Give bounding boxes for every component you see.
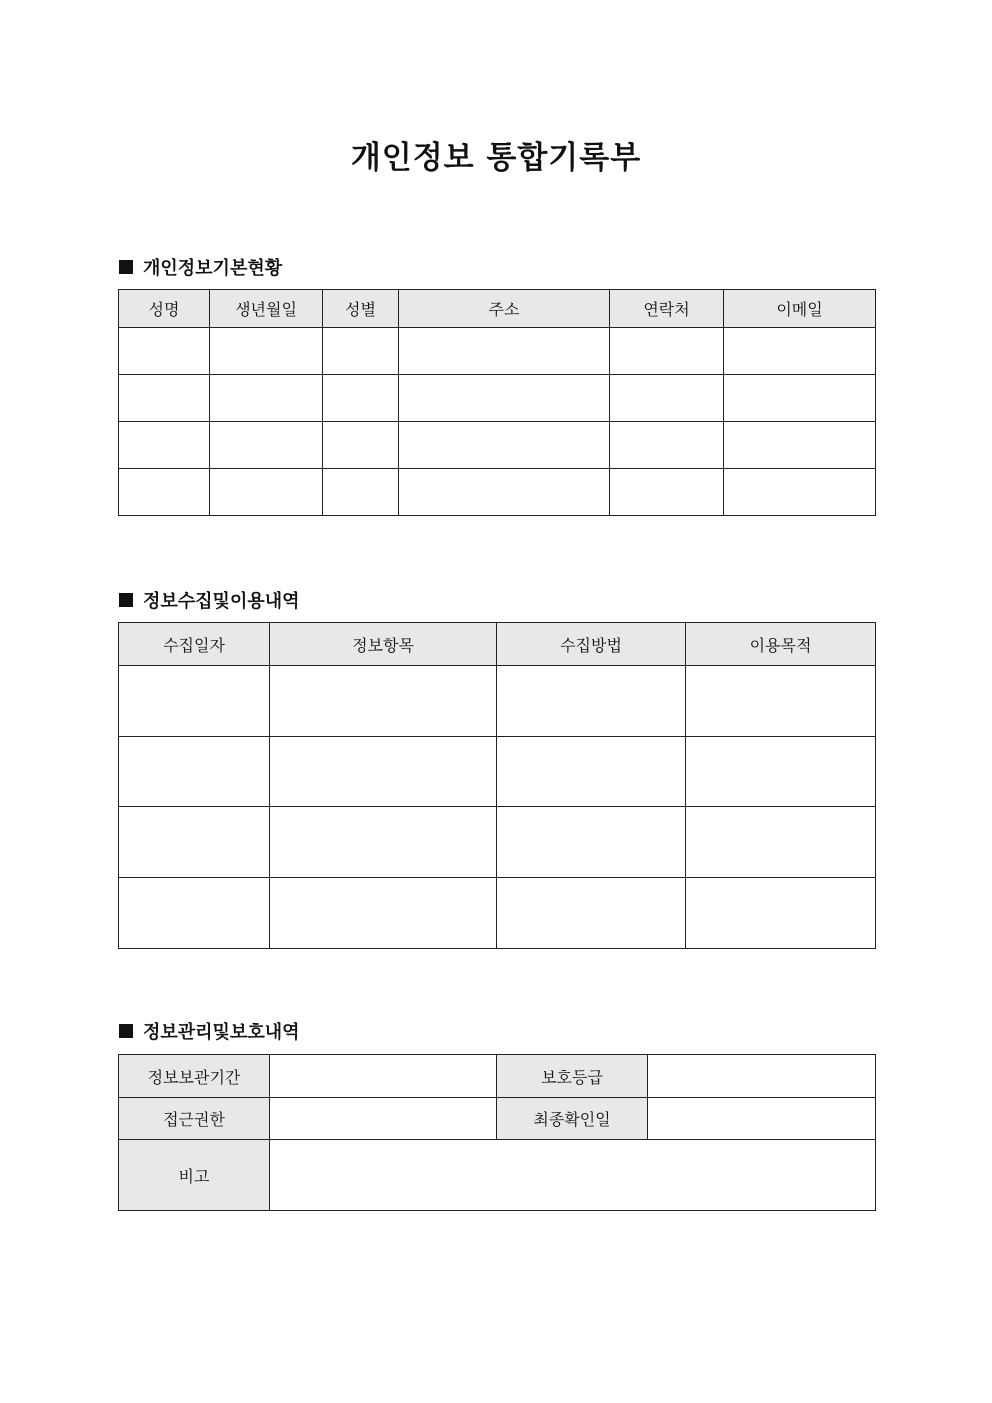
cell-gender[interactable] [323, 328, 399, 375]
black-square-icon [119, 593, 133, 607]
cell-collection-date[interactable] [119, 737, 270, 807]
personal-info-table [118, 289, 876, 516]
table-row [119, 1055, 876, 1098]
cell-info-items[interactable] [270, 878, 497, 949]
cell-name[interactable] [119, 375, 210, 422]
cell-birthdate[interactable] [210, 469, 323, 516]
cell-contact[interactable] [610, 375, 724, 422]
cell-birthdate[interactable] [210, 328, 323, 375]
cell-address[interactable] [399, 422, 610, 469]
cell-collection-date[interactable] [119, 666, 270, 737]
cell-collection-method[interactable] [497, 878, 686, 949]
cell-collection-method[interactable] [497, 807, 686, 878]
cell-email[interactable] [724, 375, 876, 422]
section1-title: 개인정보기본현황 [143, 258, 283, 279]
cell-name[interactable] [119, 328, 210, 375]
cell-usage-purpose[interactable] [686, 737, 876, 807]
cell-address[interactable] [399, 328, 610, 375]
table-row [119, 1140, 876, 1211]
table-row [119, 807, 876, 878]
cell-email[interactable] [724, 328, 876, 375]
section2-title: 정보수집및이용내역 [143, 591, 300, 612]
cell-contact[interactable] [610, 469, 724, 516]
header-info-items: 정보항목 [270, 623, 497, 666]
header-contact: 연락처 [610, 290, 724, 328]
table-row [119, 328, 876, 375]
table-row [119, 878, 876, 949]
label-access-rights: 접근권한 [119, 1098, 270, 1140]
section2-heading [119, 587, 300, 613]
cell-email[interactable] [724, 422, 876, 469]
cell-info-items[interactable] [270, 666, 497, 737]
cell-contact[interactable] [610, 422, 724, 469]
cell-gender[interactable] [323, 469, 399, 516]
label-protection-level: 보호등급 [497, 1055, 648, 1098]
table-header-row [119, 623, 876, 666]
field-remarks[interactable] [270, 1140, 876, 1211]
field-access-rights[interactable] [270, 1098, 497, 1140]
cell-gender[interactable] [323, 422, 399, 469]
cell-name[interactable] [119, 422, 210, 469]
cell-contact[interactable] [610, 328, 724, 375]
cell-collection-date[interactable] [119, 807, 270, 878]
cell-address[interactable] [399, 375, 610, 422]
cell-info-items[interactable] [270, 737, 497, 807]
section1-heading [119, 254, 282, 280]
collection-usage-table [118, 622, 876, 949]
cell-email[interactable] [724, 469, 876, 516]
table-row [119, 1098, 876, 1140]
cell-usage-purpose[interactable] [686, 878, 876, 949]
cell-collection-date[interactable] [119, 878, 270, 949]
table-row [119, 422, 876, 469]
label-remarks: 비고 [119, 1140, 270, 1211]
label-last-confirmed: 최종확인일 [497, 1098, 648, 1140]
table-row [119, 666, 876, 737]
section3-heading [119, 1018, 300, 1044]
black-square-icon [119, 1024, 133, 1038]
header-birthdate: 생년월일 [210, 290, 323, 328]
header-name: 성명 [119, 290, 210, 328]
section3-title: 정보관리및보호내역 [143, 1022, 300, 1043]
management-protection-table [118, 1054, 876, 1211]
cell-birthdate[interactable] [210, 422, 323, 469]
cell-address[interactable] [399, 469, 610, 516]
header-collection-method: 수집방법 [497, 623, 686, 666]
cell-name[interactable] [119, 469, 210, 516]
cell-collection-method[interactable] [497, 737, 686, 807]
header-email: 이메일 [724, 290, 876, 328]
field-protection-level[interactable] [648, 1055, 876, 1098]
cell-collection-method[interactable] [497, 666, 686, 737]
label-retention-period: 정보보관기간 [119, 1055, 270, 1098]
cell-usage-purpose[interactable] [686, 807, 876, 878]
cell-info-items[interactable] [270, 807, 497, 878]
header-usage-purpose: 이용목적 [686, 623, 876, 666]
cell-usage-purpose[interactable] [686, 666, 876, 737]
table-header-row [119, 290, 876, 328]
black-square-icon [119, 260, 133, 274]
header-address: 주소 [399, 290, 610, 328]
table-row [119, 469, 876, 516]
cell-gender[interactable] [323, 375, 399, 422]
table-row [119, 737, 876, 807]
field-retention-period[interactable] [270, 1055, 497, 1098]
table-row [119, 375, 876, 422]
document-title: 개인정보 통합기록부 [350, 140, 642, 176]
field-last-confirmed[interactable] [648, 1098, 876, 1140]
header-gender: 성별 [323, 290, 399, 328]
header-collection-date: 수집일자 [119, 623, 270, 666]
cell-birthdate[interactable] [210, 375, 323, 422]
